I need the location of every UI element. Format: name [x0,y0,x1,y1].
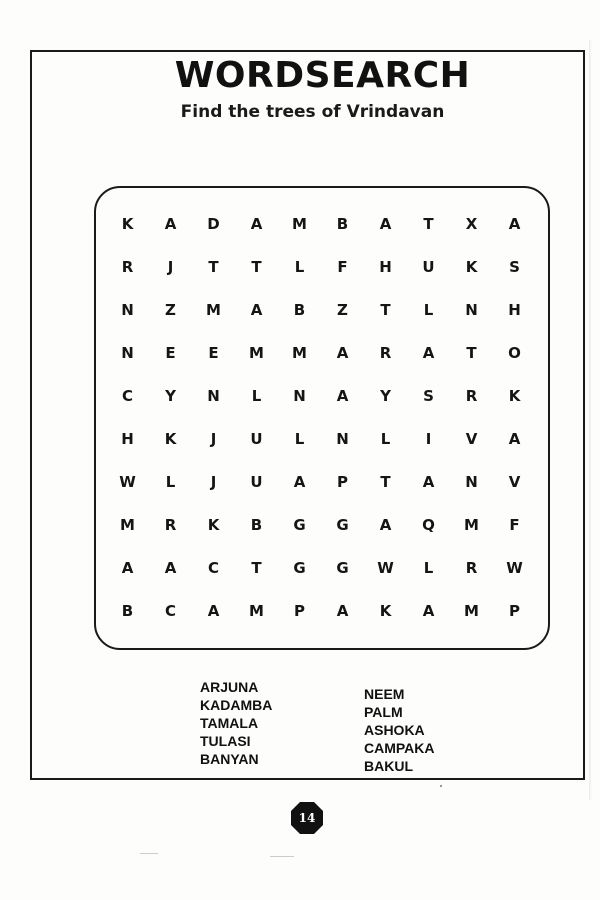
grid-letter: T [423,214,434,233]
grid-letter: Y [165,386,176,405]
grid-letter: A [422,472,435,491]
grid-letter: R [379,343,392,362]
word-list-right [364,685,435,775]
grid-letter: L [251,386,262,405]
grid-letter: X [465,214,478,233]
grid-letter: A [250,214,263,233]
grid-letter: Q [422,515,435,534]
grid-letter: A [336,386,349,405]
grid-letter: P [337,472,348,491]
grid-letter: B [121,601,134,620]
grid-letter: G [336,515,349,534]
grid-letter: A [422,343,435,362]
grid-letter: G [293,558,306,577]
grid-letter: W [119,472,136,491]
grid-letter: A [164,558,177,577]
page-subtitle: Find the trees of Vrindavan [180,102,445,122]
grid-letter: R [465,386,478,405]
grid-letter: M [464,601,479,620]
word-list-item: CAMPAKA [364,740,435,756]
grid-letter: J [210,472,217,491]
grid-letter: N [293,386,306,405]
grid-letter: M [464,515,479,534]
grid-letter: A [508,214,521,233]
word-list-item: TAMALA [200,715,259,731]
grid-letter: N [465,472,478,491]
grid-letter: H [121,429,134,448]
grid-letter: T [380,300,391,319]
grid-letter: A [293,472,306,491]
grid-letter: K [379,601,392,620]
grid-letter: B [336,214,349,233]
grid-letter: G [336,558,349,577]
grid-letter: I [425,429,432,448]
grid-letter: R [121,257,134,276]
grid-letter: L [380,429,391,448]
grid-letter: M [292,214,307,233]
word-list-item: ASHOKA [364,722,425,738]
grid-letter: L [165,472,176,491]
grid-letter: B [293,300,306,319]
grid-letter: E [208,343,219,362]
word-list-item: BAKUL [364,758,413,774]
word-list-item: BANYAN [200,751,259,767]
grid-letter: A [250,300,263,319]
grid-letter: S [509,257,520,276]
word-list-item: KADAMBA [200,697,273,713]
letter-grid [106,202,536,632]
grid-letter: A [207,601,220,620]
word-list-item: ARJUNA [200,679,259,695]
grid-letter: K [465,257,478,276]
grid-letter: N [207,386,220,405]
grid-letter: T [466,343,477,362]
grid-letter: G [293,515,306,534]
grid-letter: A [379,214,392,233]
grid-letter: T [208,257,219,276]
grid-letter: M [249,601,264,620]
print-speck [270,856,294,857]
grid-letter: K [207,515,220,534]
grid-letter: E [165,343,176,362]
grid-letter: A [422,601,435,620]
grid-letter: M [206,300,221,319]
grid-letter: R [164,515,177,534]
grid-letter: H [508,300,521,319]
grid-letter: L [294,429,305,448]
grid-letter: N [121,300,134,319]
grid-letter: K [508,386,521,405]
grid-letter: N [121,343,134,362]
grid-letter: D [207,214,220,233]
grid-letter: B [250,515,263,534]
grid-letter: T [251,257,262,276]
grid-letter: Z [165,300,176,319]
grid-letter: M [120,515,135,534]
print-speck [440,785,442,787]
grid-letter: W [377,558,394,577]
grid-letter: N [336,429,349,448]
grid-letter: J [210,429,217,448]
grid-letter: L [423,300,434,319]
grid-letter: A [336,601,349,620]
grid-letter: R [465,558,478,577]
grid-letter: A [121,558,134,577]
page-edge [589,40,592,800]
grid-letter: T [380,472,391,491]
grid-letter: U [422,257,435,276]
word-list-left [200,678,272,768]
grid-letter: U [250,472,263,491]
grid-letter: A [336,343,349,362]
word-list-item: PALM [364,704,403,720]
page-title: WORDSEARCH [174,55,471,96]
grid-letter: U [250,429,263,448]
grid-letter: M [292,343,307,362]
grid-letter: A [379,515,392,534]
grid-letter: J [167,257,174,276]
grid-letter: T [251,558,262,577]
grid-letter: A [164,214,177,233]
grid-letter: Y [380,386,391,405]
grid-letter: F [509,515,520,534]
grid-letter: N [465,300,478,319]
grid-letter: C [164,601,176,620]
grid-letter: C [121,386,133,405]
grid-letter: P [509,601,520,620]
grid-letter: V [508,472,521,491]
grid-letter: O [508,343,521,362]
grid-letter: S [423,386,434,405]
grid-letter: K [164,429,177,448]
grid-letter: K [121,214,134,233]
grid-letter: W [506,558,523,577]
grid-letter: A [508,429,521,448]
print-speck [140,853,158,854]
grid-letter: M [249,343,264,362]
grid-letter: P [294,601,305,620]
grid-letter: L [294,257,305,276]
grid-letter: Z [337,300,348,319]
word-list-item: NEEM [364,686,405,702]
grid-letter: H [379,257,392,276]
grid-letter: C [207,558,219,577]
grid-letter: L [423,558,434,577]
grid-letter: F [337,257,348,276]
page-number: 14 [298,811,316,825]
word-list-item: TULASI [200,733,251,749]
grid-letter: V [465,429,478,448]
